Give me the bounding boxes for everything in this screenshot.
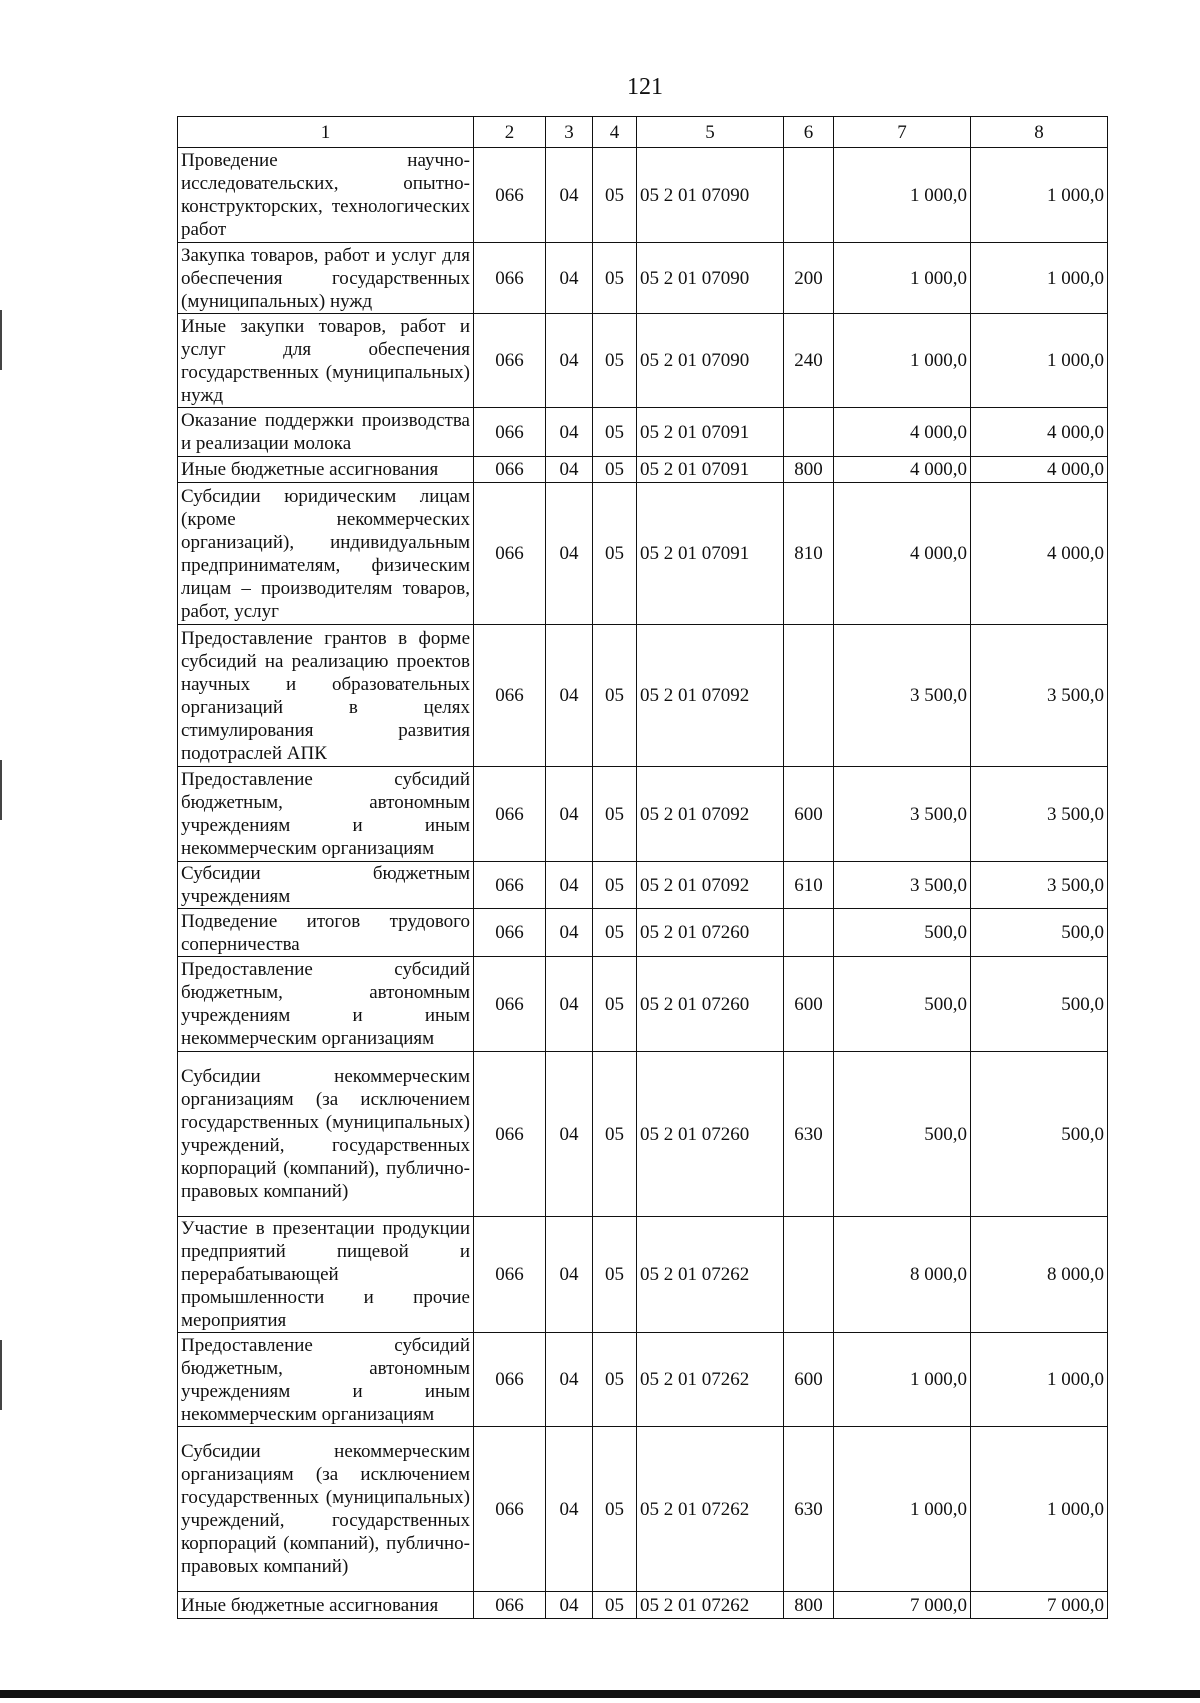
cell-col-7: 500,0 (834, 957, 971, 1052)
column-header: 2 (474, 117, 546, 148)
cell-col-6: 600 (784, 767, 834, 862)
cell-col-5: 05 2 01 07260 (637, 909, 784, 957)
cell-col-2: 066 (474, 909, 546, 957)
cell-col-8: 1 000,0 (971, 148, 1108, 243)
row-description: Иные закупки товаров, работ и услуг для обеспечения государственных (муниципальных) нужд (178, 314, 474, 408)
cell-col-5: 05 2 01 07090 (637, 148, 784, 243)
cell-col-5: 05 2 01 07090 (637, 314, 784, 408)
row-description: Иные бюджетные ассигнования (178, 1592, 474, 1619)
cell-col-8: 3 500,0 (971, 625, 1108, 767)
cell-col-7: 4 000,0 (834, 457, 971, 483)
row-description: Субсидии бюджетным учреждениям (178, 862, 474, 909)
cell-col-3: 04 (546, 1592, 593, 1619)
table-row (178, 408, 1108, 457)
cell-col-8: 3 500,0 (971, 862, 1108, 909)
cell-col-8: 3 500,0 (971, 767, 1108, 862)
cell-col-5: 05 2 01 07092 (637, 767, 784, 862)
table-row (178, 767, 1108, 862)
table-row (178, 625, 1108, 767)
cell-col-3: 04 (546, 625, 593, 767)
cell-col-3: 04 (546, 767, 593, 862)
row-description: Иные бюджетные ассигнования (178, 457, 474, 483)
cell-col-5: 05 2 01 07262 (637, 1427, 784, 1592)
cell-col-8: 4 000,0 (971, 483, 1108, 625)
cell-col-3: 04 (546, 1052, 593, 1217)
cell-col-7: 3 500,0 (834, 625, 971, 767)
budget-table (177, 116, 1108, 1619)
column-header: 3 (546, 117, 593, 148)
cell-col-8: 1 000,0 (971, 1427, 1108, 1592)
row-description: Участие в презентации продукции предприятий пищевой и перерабатывающей промышленности и прочие мероприятия (178, 1217, 474, 1333)
cell-col-5: 05 2 01 07090 (637, 243, 784, 314)
column-header: 5 (637, 117, 784, 148)
table-row (178, 1427, 1108, 1592)
cell-col-3: 04 (546, 148, 593, 243)
row-description: Субсидии некоммерческим организациям (за исключением государственных (муниципальных) учреждений, государственных корпораций (компаний), публично-правовых компаний) (178, 1052, 474, 1217)
row-description: Закупка товаров, работ и услуг для обеспечения государственных (муниципальных) нужд (178, 243, 474, 314)
scan-margin-mark (0, 760, 2, 820)
cell-col-2: 066 (474, 1427, 546, 1592)
cell-col-4: 05 (593, 483, 637, 625)
cell-col-5: 05 2 01 07092 (637, 862, 784, 909)
cell-col-8: 1 000,0 (971, 314, 1108, 408)
cell-col-3: 04 (546, 483, 593, 625)
cell-col-7: 500,0 (834, 1052, 971, 1217)
cell-col-2: 066 (474, 408, 546, 457)
cell-col-3: 04 (546, 957, 593, 1052)
cell-col-4: 05 (593, 1427, 637, 1592)
row-description: Субсидии некоммерческим организациям (за исключением государственных (муниципальных) учреждений, государственных корпораций (компаний), публично-правовых компаний) (178, 1427, 474, 1592)
table-row (178, 1333, 1108, 1427)
cell-col-2: 066 (474, 767, 546, 862)
table-row (178, 243, 1108, 314)
cell-col-7: 1 000,0 (834, 314, 971, 408)
cell-col-6: 810 (784, 483, 834, 625)
cell-col-3: 04 (546, 1427, 593, 1592)
cell-col-2: 066 (474, 483, 546, 625)
cell-col-7: 500,0 (834, 909, 971, 957)
cell-col-5: 05 2 01 07262 (637, 1333, 784, 1427)
table-row (178, 483, 1108, 625)
cell-col-2: 066 (474, 457, 546, 483)
cell-col-5: 05 2 01 07091 (637, 408, 784, 457)
cell-col-7: 4 000,0 (834, 483, 971, 625)
cell-col-7: 8 000,0 (834, 1217, 971, 1333)
cell-col-4: 05 (593, 1592, 637, 1619)
row-description: Оказание поддержки производства и реализации молока (178, 408, 474, 457)
column-header: 8 (971, 117, 1108, 148)
cell-col-3: 04 (546, 909, 593, 957)
cell-col-8: 1 000,0 (971, 1333, 1108, 1427)
cell-col-6: 600 (784, 1333, 834, 1427)
cell-col-7: 3 500,0 (834, 862, 971, 909)
row-description: Предоставление субсидий бюджетным, автономным учреждениям и иным некоммерческим организациям (178, 1333, 474, 1427)
cell-col-3: 04 (546, 862, 593, 909)
cell-col-4: 05 (593, 909, 637, 957)
cell-col-4: 05 (593, 767, 637, 862)
column-header: 1 (178, 117, 474, 148)
cell-col-7: 1 000,0 (834, 1333, 971, 1427)
cell-col-5: 05 2 01 07262 (637, 1217, 784, 1333)
cell-col-6: 200 (784, 243, 834, 314)
scan-margin-mark (0, 310, 2, 370)
cell-col-8: 8 000,0 (971, 1217, 1108, 1333)
cell-col-7: 7 000,0 (834, 1592, 971, 1619)
scan-margin-mark (0, 1340, 2, 1410)
column-header: 6 (784, 117, 834, 148)
row-description: Субсидии юридическим лицам (кроме некоммерческих организаций), индивидуальным предпринимателям, физическим лицам – производителям товаров, работ, услуг (178, 483, 474, 625)
cell-col-5: 05 2 01 07262 (637, 1592, 784, 1619)
cell-col-5: 05 2 01 07260 (637, 957, 784, 1052)
table-row (178, 862, 1108, 909)
cell-col-2: 066 (474, 243, 546, 314)
header-row (178, 117, 1108, 148)
table-row (178, 909, 1108, 957)
cell-col-6: 630 (784, 1052, 834, 1217)
cell-col-5: 05 2 01 07091 (637, 483, 784, 625)
cell-col-5: 05 2 01 07260 (637, 1052, 784, 1217)
cell-col-8: 4 000,0 (971, 408, 1108, 457)
cell-col-3: 04 (546, 457, 593, 483)
row-description: Предоставление грантов в форме субсидий на реализацию проектов научных и образовательных организаций в целях стимулирования развития подотраслей АПК (178, 625, 474, 767)
cell-col-2: 066 (474, 625, 546, 767)
cell-col-3: 04 (546, 243, 593, 314)
cell-col-5: 05 2 01 07091 (637, 457, 784, 483)
cell-col-6: 240 (784, 314, 834, 408)
cell-col-4: 05 (593, 625, 637, 767)
cell-col-4: 05 (593, 1052, 637, 1217)
cell-col-2: 066 (474, 957, 546, 1052)
cell-col-7: 1 000,0 (834, 1427, 971, 1592)
cell-col-3: 04 (546, 314, 593, 408)
column-header: 7 (834, 117, 971, 148)
table-row (178, 314, 1108, 408)
cell-col-4: 05 (593, 314, 637, 408)
cell-col-6: 600 (784, 957, 834, 1052)
cell-col-4: 05 (593, 862, 637, 909)
cell-col-7: 4 000,0 (834, 408, 971, 457)
cell-col-8: 500,0 (971, 909, 1108, 957)
row-description: Подведение итогов трудового соперничества (178, 909, 474, 957)
page-number: 121 (627, 74, 663, 100)
cell-col-6: 610 (784, 862, 834, 909)
cell-col-2: 066 (474, 1333, 546, 1427)
cell-col-6: 800 (784, 457, 834, 483)
cell-col-6 (784, 909, 834, 957)
scan-bottom-edge (0, 1690, 1200, 1698)
cell-col-7: 1 000,0 (834, 243, 971, 314)
cell-col-4: 05 (593, 457, 637, 483)
cell-col-2: 066 (474, 1217, 546, 1333)
table-row (178, 1052, 1108, 1217)
row-description: Предоставление субсидий бюджетным, автономным учреждениям и иным некоммерческим организациям (178, 767, 474, 862)
cell-col-3: 04 (546, 408, 593, 457)
cell-col-8: 4 000,0 (971, 457, 1108, 483)
cell-col-4: 05 (593, 957, 637, 1052)
table-row (178, 148, 1108, 243)
cell-col-6 (784, 148, 834, 243)
cell-col-8: 7 000,0 (971, 1592, 1108, 1619)
row-description: Предоставление субсидий бюджетным, автономным учреждениям и иным некоммерческим организациям (178, 957, 474, 1052)
cell-col-8: 500,0 (971, 957, 1108, 1052)
cell-col-6 (784, 625, 834, 767)
cell-col-4: 05 (593, 408, 637, 457)
row-description: Проведение научно-исследовательских, опытно-конструкторских, технологических работ (178, 148, 474, 243)
cell-col-6 (784, 408, 834, 457)
cell-col-4: 05 (593, 1333, 637, 1427)
table-row (178, 457, 1108, 483)
cell-col-4: 05 (593, 1217, 637, 1333)
table-body (178, 148, 1108, 1619)
cell-col-3: 04 (546, 1217, 593, 1333)
cell-col-6 (784, 1217, 834, 1333)
cell-col-7: 3 500,0 (834, 767, 971, 862)
cell-col-2: 066 (474, 1052, 546, 1217)
column-header: 4 (593, 117, 637, 148)
table-row (178, 1592, 1108, 1619)
cell-col-6: 630 (784, 1427, 834, 1592)
cell-col-4: 05 (593, 243, 637, 314)
table-row (178, 957, 1108, 1052)
cell-col-5: 05 2 01 07092 (637, 625, 784, 767)
table-row (178, 1217, 1108, 1333)
cell-col-4: 05 (593, 148, 637, 243)
cell-col-6: 800 (784, 1592, 834, 1619)
cell-col-8: 500,0 (971, 1052, 1108, 1217)
cell-col-8: 1 000,0 (971, 243, 1108, 314)
cell-col-2: 066 (474, 862, 546, 909)
cell-col-2: 066 (474, 148, 546, 243)
cell-col-2: 066 (474, 314, 546, 408)
cell-col-3: 04 (546, 1333, 593, 1427)
cell-col-2: 066 (474, 1592, 546, 1619)
cell-col-7: 1 000,0 (834, 148, 971, 243)
